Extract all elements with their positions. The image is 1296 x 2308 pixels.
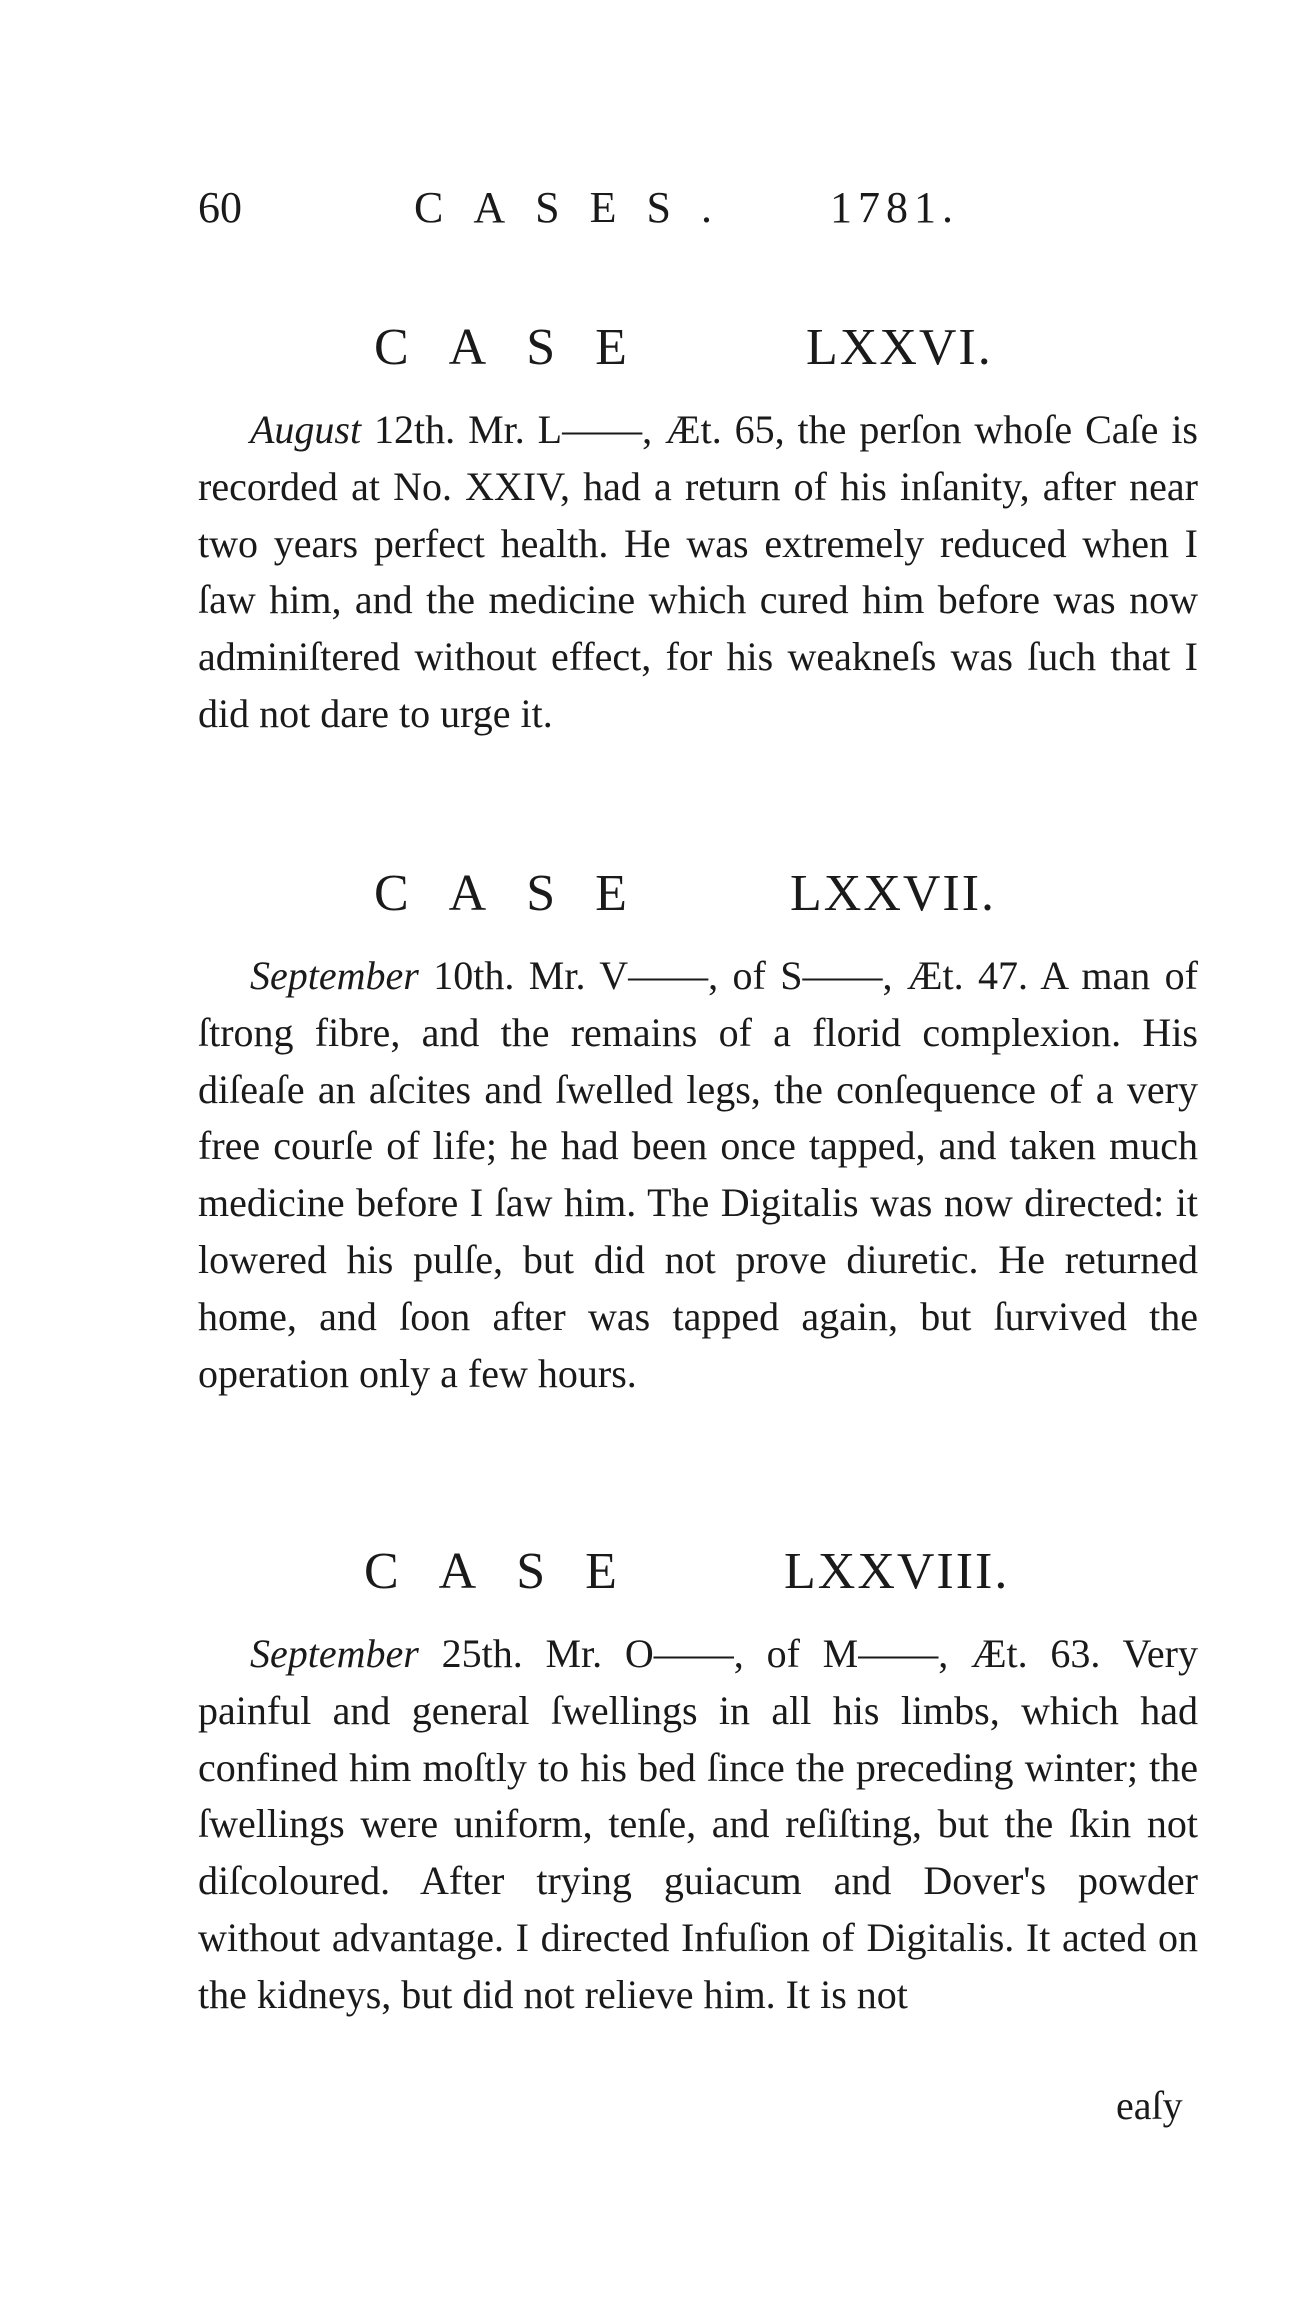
case-body — [198, 1626, 1198, 2024]
case-heading — [198, 854, 1198, 934]
case-heading-numeral: LXXVIII. — [784, 1543, 1010, 1600]
case-date: August — [250, 407, 362, 452]
case-heading — [198, 1532, 1198, 1612]
case-date: September — [250, 1631, 419, 1676]
case-date: September — [250, 953, 419, 998]
catchword: eaſy — [1116, 2083, 1183, 2128]
case-heading — [198, 308, 1198, 388]
case-text: 12th. Mr. L——, Æt. 65, the perſon whoſe Caſe is recorded at No. XXIV, had a return of his inſanity, after near two years perfect health. He was extremely reduced when I ſaw him, and the medicine which cured him before was now adminiſtered without effect, for his weakneſs was ſuch that I did not dare to urge it. — [198, 407, 1198, 736]
case-lxxvi — [198, 308, 1198, 743]
case-lxxvii — [198, 854, 1198, 1402]
page-number: 60 — [198, 183, 242, 232]
case-heading-word: CASE — [374, 319, 667, 376]
case-body — [198, 948, 1198, 1402]
case-lxxviii — [198, 1532, 1198, 2024]
case-text: 10th. Mr. V——, of S——, Æt. 47. A man of ſtrong fibre, and the remains of a florid complexion. His diſeaſe an aſcites and ſwelled legs, the conſequence of a very free courſe of life; he had been once tapped, and taken much medicine before I ſaw him. The Digitalis was now directed: it lowered his pulſe, but did not prove diuretic. He returned home, and ſoon after was tapped again, but ſurvived the operation only a few hours. — [198, 953, 1198, 1396]
case-heading-numeral: LXXVI. — [806, 319, 993, 376]
case-body — [198, 402, 1198, 743]
case-text: 25th. Mr. O——, of M——, Æt. 63. Very painful and general ſwellings in all his limbs, which had confined him moſtly to his bed ſince the preceding winter; the ſwellings were uniform, tenſe, and reſiſting, but the ſkin not diſcoloured. After trying guiacum and Dover's powder without advantage. I directed Infuſion of Digitalis. It acted on the kidneys, but did not relieve him. It is not — [198, 1631, 1198, 2017]
case-heading-word: CASE — [374, 865, 667, 922]
case-heading-word: CASE — [364, 1543, 657, 1600]
running-year: 1781. — [830, 183, 959, 232]
running-head — [198, 178, 988, 238]
case-heading-numeral: LXXVII. — [790, 865, 997, 922]
running-title: CASES. — [414, 183, 742, 232]
